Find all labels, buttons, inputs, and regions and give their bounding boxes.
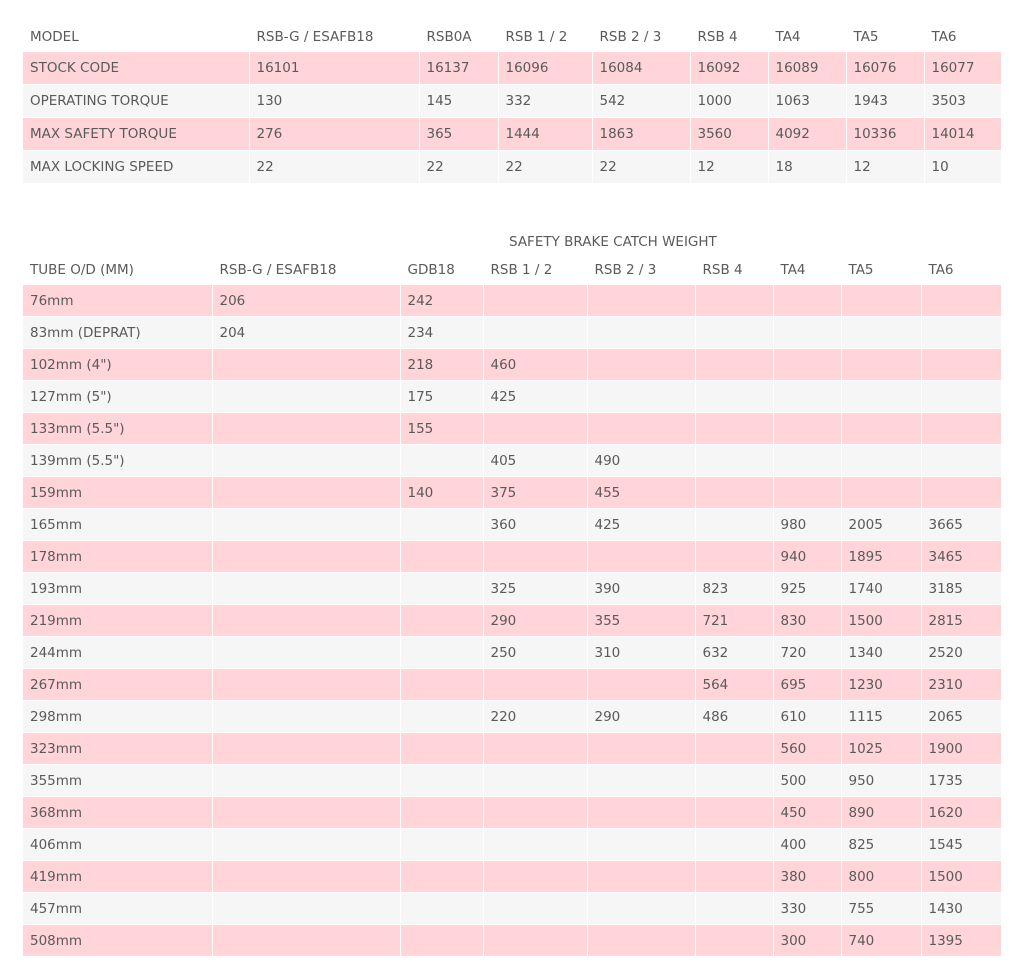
- catch-weight-title: SAFETY BRAKE CATCH WEIGHT: [509, 234, 717, 250]
- column-header: RSB0A: [419, 21, 498, 52]
- row-label-cell: MAX LOCKING SPEED: [23, 151, 249, 184]
- table-cell: [212, 477, 400, 509]
- table-cell: [400, 573, 483, 605]
- table-cell: 980: [773, 509, 841, 541]
- row-label-cell: 102mm (4"): [23, 349, 212, 381]
- table-cell: [483, 893, 587, 925]
- table-row: [23, 85, 1001, 118]
- table-cell: [212, 541, 400, 573]
- table-row: [23, 669, 1001, 701]
- table-cell: 500: [773, 765, 841, 797]
- table-cell: 10: [924, 151, 1001, 184]
- table-cell: 16101: [249, 52, 419, 85]
- table-cell: [212, 797, 400, 829]
- table-cell: 1740: [841, 573, 921, 605]
- table-cell: 740: [841, 925, 921, 957]
- table-cell: [695, 733, 773, 765]
- catch-weight-table: [23, 255, 1001, 957]
- row-label-cell: 457mm: [23, 893, 212, 925]
- row-label-cell: 178mm: [23, 541, 212, 573]
- table-cell: 140: [400, 477, 483, 509]
- table-cell: 1025: [841, 733, 921, 765]
- table-cell: [400, 893, 483, 925]
- table-cell: [483, 285, 587, 317]
- table-cell: 400: [773, 829, 841, 861]
- column-header: RSB 1 / 2: [483, 255, 587, 285]
- table-row: [23, 893, 1001, 925]
- table-cell: [212, 605, 400, 637]
- table-cell: [841, 445, 921, 477]
- column-header: TA4: [773, 255, 841, 285]
- table-cell: [587, 669, 695, 701]
- table-cell: 825: [841, 829, 921, 861]
- table-cell: 830: [773, 605, 841, 637]
- table-cell: 22: [498, 151, 592, 184]
- row-label-cell: 508mm: [23, 925, 212, 957]
- table-cell: 234: [400, 317, 483, 349]
- table-cell: [587, 797, 695, 829]
- column-header: TA6: [928, 262, 954, 278]
- table-cell: 330: [773, 893, 841, 925]
- table-cell: 1430: [921, 893, 1001, 925]
- table-cell: [587, 861, 695, 893]
- table-cell: [587, 349, 695, 381]
- table-cell: [400, 445, 483, 477]
- table-cell: [212, 381, 400, 413]
- table-cell: [212, 509, 400, 541]
- table-cell: 332: [498, 85, 592, 118]
- table-cell: 300: [773, 925, 841, 957]
- table-cell: [212, 573, 400, 605]
- table-cell: [483, 829, 587, 861]
- table-cell: [400, 925, 483, 957]
- table-cell: 425: [587, 509, 695, 541]
- table-cell: [773, 413, 841, 445]
- table-cell: [921, 349, 1001, 381]
- column-header: TA5: [846, 21, 924, 52]
- table-cell: [400, 605, 483, 637]
- table-cell: 204: [212, 317, 400, 349]
- column-header: TUBE O/D (MM): [23, 255, 212, 285]
- table-cell: 325: [483, 573, 587, 605]
- table-cell: [212, 765, 400, 797]
- table-cell: 3560: [690, 118, 768, 151]
- table-cell: 1863: [592, 118, 690, 151]
- table-cell: [695, 925, 773, 957]
- table-cell: [212, 349, 400, 381]
- table-cell: [212, 413, 400, 445]
- table-row: [23, 605, 1001, 637]
- table-cell: [212, 637, 400, 669]
- row-label-cell: 127mm (5"): [23, 381, 212, 413]
- table-cell: [400, 701, 483, 733]
- table-cell: [483, 413, 587, 445]
- table-cell: 460: [483, 349, 587, 381]
- table-row: [23, 925, 1001, 957]
- table-cell: [921, 381, 1001, 413]
- table-cell: [695, 797, 773, 829]
- row-label-cell: 355mm: [23, 765, 212, 797]
- table-cell: [400, 829, 483, 861]
- table-cell: 14014: [924, 118, 1001, 151]
- table-cell: [921, 285, 1001, 317]
- table-cell: [400, 861, 483, 893]
- table-cell: 16137: [419, 52, 498, 85]
- table-cell: [587, 925, 695, 957]
- row-label-cell: 298mm: [23, 701, 212, 733]
- table-cell: 1545: [921, 829, 1001, 861]
- table-cell: [400, 541, 483, 573]
- table-cell: [587, 413, 695, 445]
- table-cell: [212, 829, 400, 861]
- table-cell: [483, 925, 587, 957]
- row-label-cell: 219mm: [23, 605, 212, 637]
- row-label-cell: 406mm: [23, 829, 212, 861]
- table-cell: 155: [400, 413, 483, 445]
- table-cell: [587, 733, 695, 765]
- table-cell: 2520: [921, 637, 1001, 669]
- table-cell: [483, 797, 587, 829]
- table-cell: 632: [695, 637, 773, 669]
- column-header: GDB18: [400, 255, 483, 285]
- table-cell: 405: [483, 445, 587, 477]
- table-cell: [841, 349, 921, 381]
- table-cell: 1735: [921, 765, 1001, 797]
- table-cell: [841, 285, 921, 317]
- row-label-cell: 267mm: [23, 669, 212, 701]
- table-cell: [921, 477, 1001, 509]
- table-row: [23, 701, 1001, 733]
- table-cell: 1895: [841, 541, 921, 573]
- table-cell: 1500: [841, 605, 921, 637]
- table-cell: [587, 317, 695, 349]
- table-row: [23, 861, 1001, 893]
- table-row: [23, 118, 1001, 151]
- table-cell: 560: [773, 733, 841, 765]
- table-cell: [695, 285, 773, 317]
- table-row: [23, 509, 1001, 541]
- table-cell: [212, 925, 400, 957]
- table-cell: [921, 317, 1001, 349]
- table-cell: 2310: [921, 669, 1001, 701]
- table-cell: 130: [249, 85, 419, 118]
- row-label-cell: 244mm: [23, 637, 212, 669]
- column-header: RSB 4: [695, 255, 773, 285]
- table-cell: 755: [841, 893, 921, 925]
- table-cell: 22: [592, 151, 690, 184]
- table-cell: 380: [773, 861, 841, 893]
- table-cell: 218: [400, 349, 483, 381]
- table-cell: 276: [249, 118, 419, 151]
- table-cell: 365: [419, 118, 498, 151]
- table-cell: [587, 765, 695, 797]
- table-header-row: [23, 21, 1001, 52]
- table-cell: [773, 381, 841, 413]
- model-spec-table: [23, 21, 1001, 184]
- table-row: [23, 413, 1001, 445]
- table-cell: 1000: [690, 85, 768, 118]
- table-cell: 290: [587, 701, 695, 733]
- table-cell: 1340: [841, 637, 921, 669]
- table-cell: [483, 317, 587, 349]
- table-row: [23, 151, 1001, 184]
- table-cell: 310: [587, 637, 695, 669]
- table-cell: 455: [587, 477, 695, 509]
- row-label-cell: 368mm: [23, 797, 212, 829]
- table-cell: [695, 861, 773, 893]
- table-header-row: [23, 255, 1001, 285]
- table-cell: 1444: [498, 118, 592, 151]
- table-cell: 1900: [921, 733, 1001, 765]
- row-label-cell: 159mm: [23, 477, 212, 509]
- column-header: RSB-G / ESAFB18: [212, 255, 400, 285]
- table-cell: 925: [773, 573, 841, 605]
- table-cell: [695, 317, 773, 349]
- table-cell: 486: [695, 701, 773, 733]
- row-label-cell: 83mm (DEPRAT): [23, 317, 212, 349]
- table-cell: 1395: [921, 925, 1001, 957]
- table-cell: [483, 765, 587, 797]
- table-row: [23, 52, 1001, 85]
- table-cell: [212, 701, 400, 733]
- table-cell: 564: [695, 669, 773, 701]
- table-cell: 3503: [924, 85, 1001, 118]
- table-cell: 290: [483, 605, 587, 637]
- table-cell: 220: [483, 701, 587, 733]
- table-row: [23, 541, 1001, 573]
- table-cell: [773, 445, 841, 477]
- table-cell: [773, 477, 841, 509]
- table-cell: 425: [483, 381, 587, 413]
- table-cell: [212, 861, 400, 893]
- table-cell: 10336: [846, 118, 924, 151]
- row-label-cell: 193mm: [23, 573, 212, 605]
- table-row: [23, 733, 1001, 765]
- table-cell: 16076: [846, 52, 924, 85]
- table-cell: 242: [400, 285, 483, 317]
- table-cell: [212, 893, 400, 925]
- table-cell: [400, 637, 483, 669]
- column-header: RSB 2 / 3: [592, 21, 690, 52]
- table-row: [23, 829, 1001, 861]
- row-label-cell: 165mm: [23, 509, 212, 541]
- table-cell: [841, 381, 921, 413]
- table-cell: [695, 477, 773, 509]
- row-label-cell: 76mm: [23, 285, 212, 317]
- table-cell: 175: [400, 381, 483, 413]
- table-cell: 610: [773, 701, 841, 733]
- row-label-cell: OPERATING TORQUE: [23, 85, 249, 118]
- table-cell: [212, 445, 400, 477]
- table-cell: [773, 349, 841, 381]
- table-cell: [400, 509, 483, 541]
- table-cell: 206: [212, 285, 400, 317]
- table-cell: [695, 541, 773, 573]
- table-cell: 950: [841, 765, 921, 797]
- table-cell: 490: [587, 445, 695, 477]
- table-cell: 1943: [846, 85, 924, 118]
- table-cell: 16096: [498, 52, 592, 85]
- row-label-cell: 133mm (5.5"): [23, 413, 212, 445]
- column-header: RSB 2 / 3: [587, 255, 695, 285]
- table-cell: [587, 893, 695, 925]
- table-cell: [483, 733, 587, 765]
- table-cell: [695, 893, 773, 925]
- table-cell: 3185: [921, 573, 1001, 605]
- table-cell: [921, 445, 1001, 477]
- table-cell: 890: [841, 797, 921, 829]
- table-cell: 12: [690, 151, 768, 184]
- column-header: RSB-G / ESAFB18: [249, 21, 419, 52]
- row-label-cell: 323mm: [23, 733, 212, 765]
- table-cell: 16089: [768, 52, 846, 85]
- table-cell: 800: [841, 861, 921, 893]
- table-cell: 940: [773, 541, 841, 573]
- table-cell: 823: [695, 573, 773, 605]
- table-cell: [587, 285, 695, 317]
- table-cell: [773, 285, 841, 317]
- table-cell: [587, 829, 695, 861]
- row-label-cell: STOCK CODE: [23, 52, 249, 85]
- table-cell: 16092: [690, 52, 768, 85]
- column-header: TA4: [768, 21, 846, 52]
- table-cell: [587, 381, 695, 413]
- table-row: [23, 797, 1001, 829]
- table-cell: 22: [419, 151, 498, 184]
- table-cell: [695, 509, 773, 541]
- table-cell: [841, 413, 921, 445]
- table-row: [23, 381, 1001, 413]
- table-cell: [773, 317, 841, 349]
- table-cell: [212, 733, 400, 765]
- row-label-cell: MAX SAFETY TORQUE: [23, 118, 249, 151]
- table-cell: 16084: [592, 52, 690, 85]
- table-cell: 18: [768, 151, 846, 184]
- table-cell: 12: [846, 151, 924, 184]
- column-header: RSB 4: [690, 21, 768, 52]
- table-cell: 1230: [841, 669, 921, 701]
- table-cell: 355: [587, 605, 695, 637]
- table-cell: 2815: [921, 605, 1001, 637]
- column-header: TA5: [841, 255, 921, 285]
- table-cell: [695, 445, 773, 477]
- table-cell: 721: [695, 605, 773, 637]
- table-cell: 145: [419, 85, 498, 118]
- table-cell: 360: [483, 509, 587, 541]
- table-cell: [483, 861, 587, 893]
- table-row: [23, 445, 1001, 477]
- table-cell: 542: [592, 85, 690, 118]
- table-cell: 695: [773, 669, 841, 701]
- table-cell: [695, 349, 773, 381]
- table-cell: 1620: [921, 797, 1001, 829]
- table-cell: 1115: [841, 701, 921, 733]
- table-cell: [695, 829, 773, 861]
- table-cell: 22: [249, 151, 419, 184]
- table-cell: [483, 541, 587, 573]
- table-cell: 1500: [921, 861, 1001, 893]
- table-cell: [841, 317, 921, 349]
- table-cell: [483, 669, 587, 701]
- table-cell: [841, 477, 921, 509]
- table-cell: 250: [483, 637, 587, 669]
- table-row: [23, 637, 1001, 669]
- table-cell: [695, 765, 773, 797]
- table-row: [23, 349, 1001, 381]
- column-header: MODEL: [23, 21, 249, 52]
- table-cell: [695, 413, 773, 445]
- table-cell: 3465: [921, 541, 1001, 573]
- table-cell: [587, 541, 695, 573]
- table-cell: [921, 413, 1001, 445]
- table-cell: [212, 669, 400, 701]
- table-cell: 3665: [921, 509, 1001, 541]
- table-cell: 2005: [841, 509, 921, 541]
- table-cell: 720: [773, 637, 841, 669]
- table-row: [23, 765, 1001, 797]
- table-cell: [400, 669, 483, 701]
- column-header: TA6: [931, 29, 957, 45]
- table-cell: [695, 381, 773, 413]
- table-cell: 390: [587, 573, 695, 605]
- column-header: RSB 1 / 2: [498, 21, 592, 52]
- table-cell: [400, 765, 483, 797]
- table-row: [23, 285, 1001, 317]
- row-label-cell: 139mm (5.5"): [23, 445, 212, 477]
- table-cell: 16077: [924, 52, 1001, 85]
- table-cell: 1063: [768, 85, 846, 118]
- table-cell: [400, 733, 483, 765]
- table-cell: [400, 797, 483, 829]
- row-label-cell: 419mm: [23, 861, 212, 893]
- table-row: [23, 477, 1001, 509]
- table-cell: 375: [483, 477, 587, 509]
- table-row: [23, 317, 1001, 349]
- table-row: [23, 573, 1001, 605]
- table-cell: 2065: [921, 701, 1001, 733]
- table-cell: 450: [773, 797, 841, 829]
- table-cell: 4092: [768, 118, 846, 151]
